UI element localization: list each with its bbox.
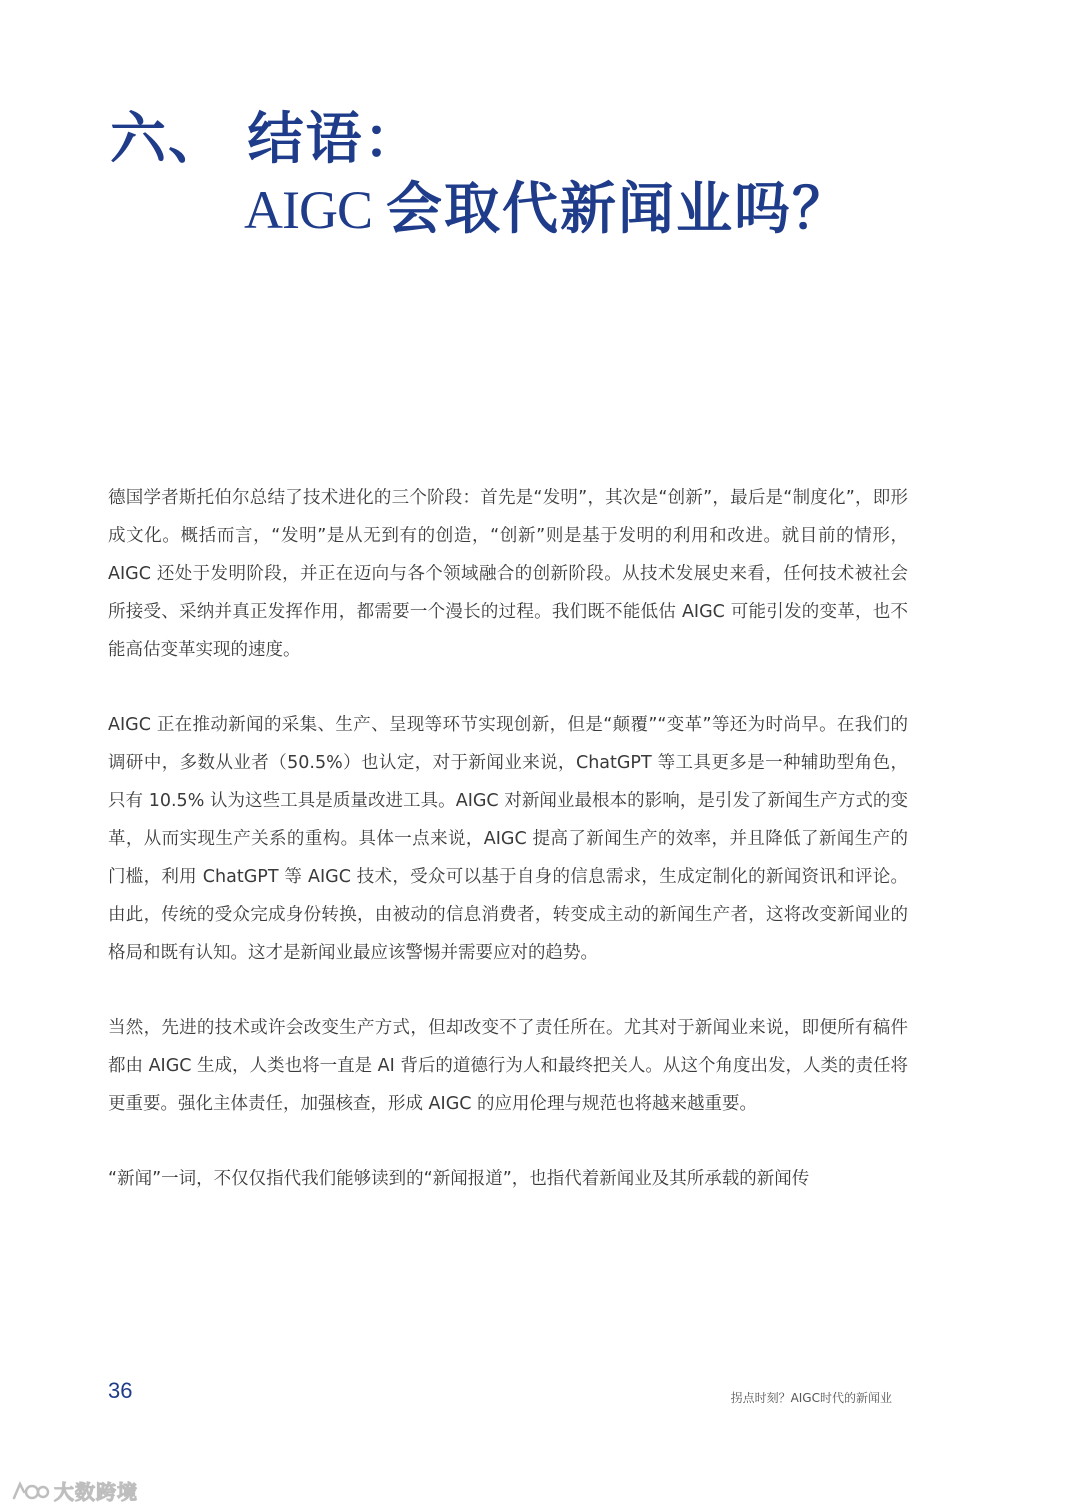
page-number: 36 [108, 1378, 133, 1403]
watermark-logo-icon [10, 1478, 50, 1504]
section-heading-line1: 六、 结语： [110, 107, 422, 172]
watermark [10, 1476, 138, 1505]
paragraph: “新闻”一词，不仅仅指代我们能够读到的“新闻报道”，也指代着新闻业及其所承载的新闻传 [108, 1169, 810, 1189]
watermark-text: 大数跨境 [54, 1480, 138, 1504]
section-heading-question: 会取代新闻业吗？ [386, 177, 850, 242]
footer-publication-title: 拐点时刻？AIGC时代的新闻业 [730, 1391, 892, 1405]
paragraph: 当然，先进的技术或许会改变生产方式，但却改变不了责任所在。尤其对于新闻业来说，即便所有稿件都由 AIGC 生成，人类也将一直是 AI 背后的道德行为人和最终把关人。从这个角度出发，人类的责任将更重要。强化主体责任，加强核查，形成 AIGC 的应用伦理与规范也将越来越重要。 [108, 1018, 908, 1114]
body-text [108, 479, 908, 1235]
paragraph: AIGC 正在推动新闻的采集、生产、呈现等环节实现创新，但是“颠覆”“变革”等还为时尚早。在我们的调研中，多数从业者（50.5%）也认定，对于新闻业来说，ChatGPT 等工具更多是一种辅助型角色，只有 10.5% 认为这些工具是质量改进工具。AIGC 对新闻业最根本的影响，是引发了新闻生产方式的变革，从而实现生产关系的重构。具体一点来说，AIGC 提高了新闻生产的效率，并且降低了新闻生产的门槛，利用 ChatGPT 等 AIGC 技术，受众可以基于自身的信息需求，生成定制化的新闻资讯和评论。由此，传统的受众完成身份转换，由被动的信息消费者，转变成主动的新闻生产者，这将改变新闻业的格局和既有认知。这才是新闻业最应该警惕并需要应对的趋势。 [108, 715, 908, 963]
section-heading-latin: AIGC [244, 180, 372, 240]
paragraph: 德国学者斯托伯尔总结了技术进化的三个阶段：首先是“发明”，其次是“创新”，最后是“制度化”，即形成文化。概括而言，“发明”是从无到有的创造，“创新”则是基于发明的利用和改进。就目前的情形，AIGC 还处于发明阶段，并正在迈向与各个领域融合的创新阶段。从技术发展史来看，任何技术被社会所接受、采纳并真正发挥作用，都需要一个漫长的过程。我们既不能低估 AIGC 可能引发的变革，也不能高估变革实现的速度。 [108, 488, 908, 660]
section-heading-line2 [244, 174, 850, 246]
